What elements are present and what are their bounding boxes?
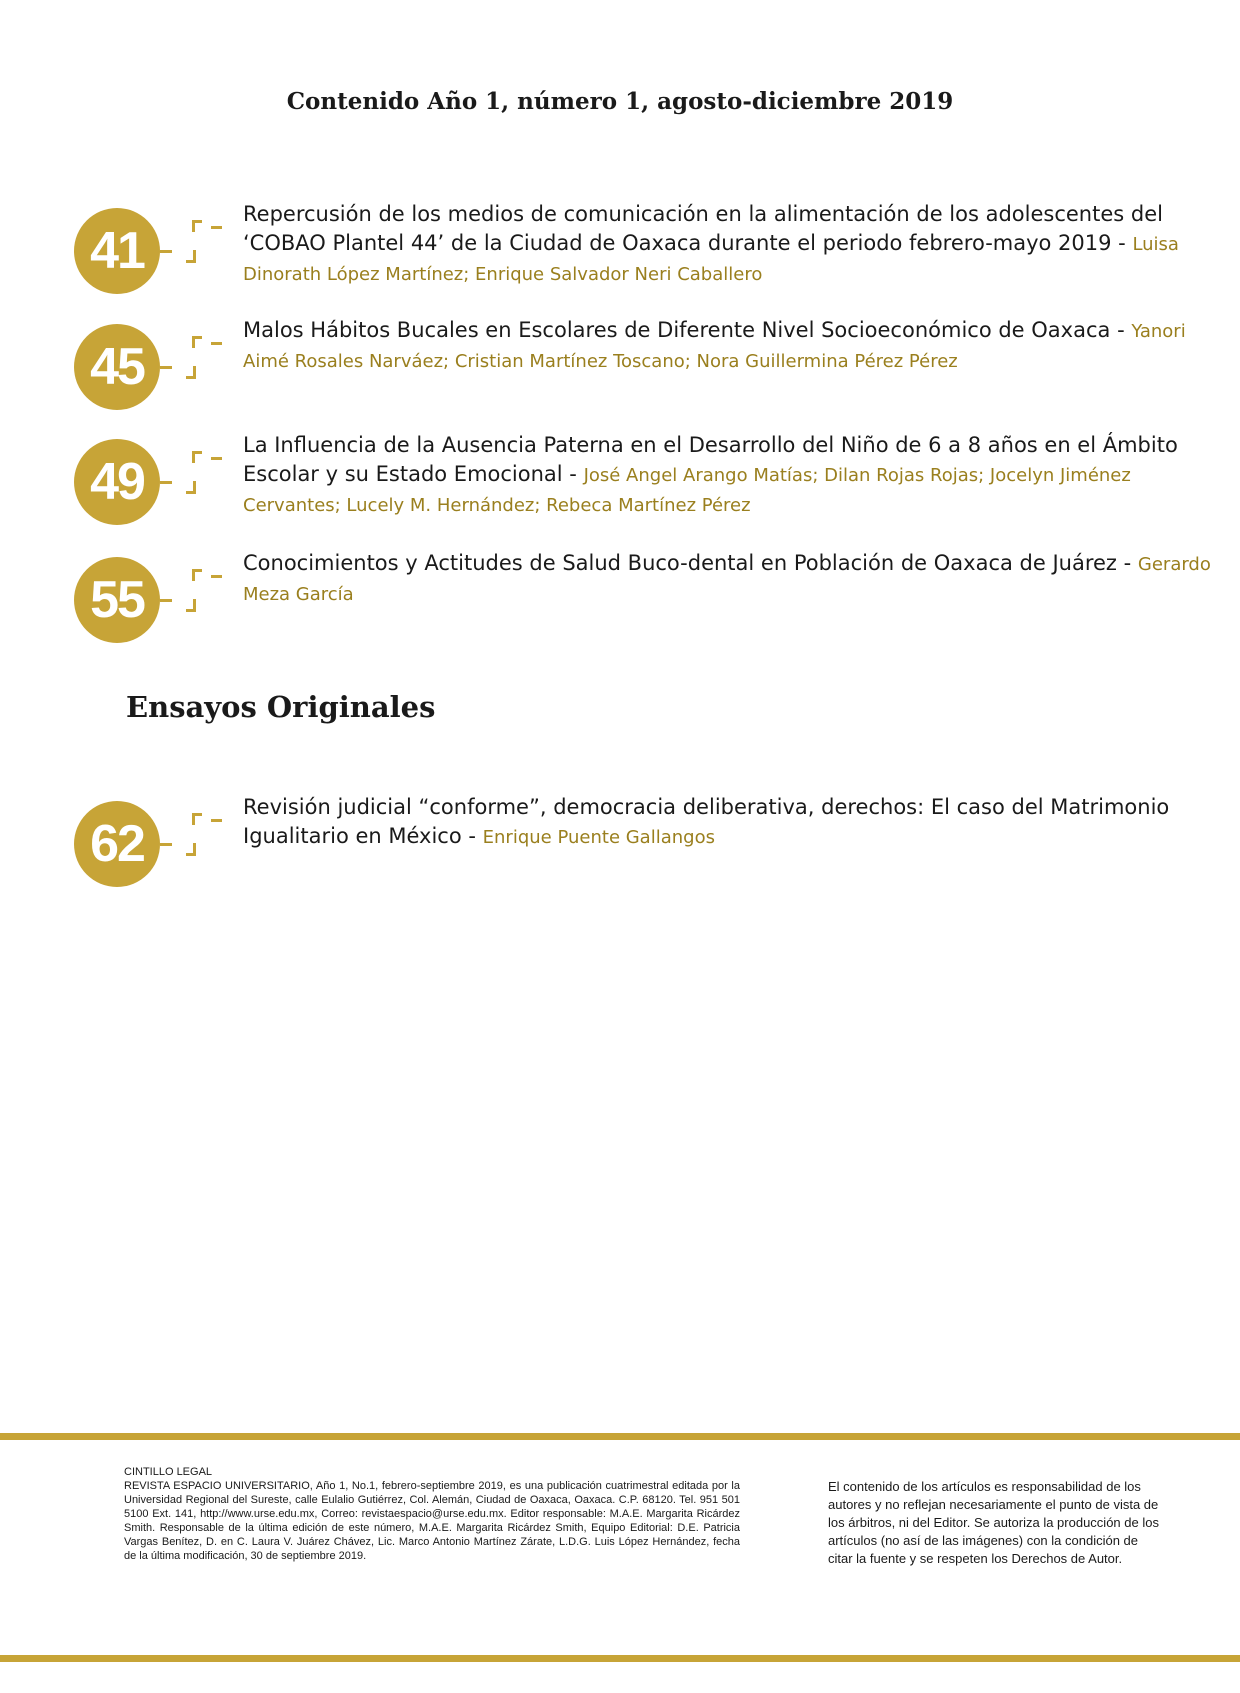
- section-heading: Ensayos Originales: [126, 690, 436, 724]
- connector-dash: [160, 366, 172, 369]
- legal-notice: [124, 1465, 740, 1563]
- separator: -: [1111, 231, 1133, 255]
- article-title: Malos Hábitos Bucales en Escolares de Diferente Nivel Socioeconómico de Oaxaca: [243, 318, 1111, 342]
- footer-top-rule: [0, 1433, 1240, 1440]
- page-number-badge: 49: [74, 439, 160, 525]
- connector-dash: [160, 250, 172, 253]
- page-number-badge: 55: [74, 557, 160, 643]
- article-title: Revisión judicial “conforme”, democracia deliberativa, derechos: El caso del Matrimonio Igualitario en México: [243, 795, 1170, 848]
- separator: -: [1110, 318, 1132, 342]
- separator: -: [562, 462, 584, 486]
- article-authors: Gerardo Meza García: [243, 554, 1211, 605]
- page-number-badge: 41: [74, 208, 160, 294]
- article-authors: Yanori Aimé Rosales Narváez; Cristian Martínez Toscano; Nora Guillermina Pérez Pérez: [243, 321, 1186, 372]
- entry-text: [243, 200, 1228, 289]
- disclaimer: El contenido de los artículos es responsabilidad de los autores y no reflejan necesariamente el punto de vista de los árbitros, ni del Editor. Se autoriza la producción de los artículos (no así de las imágenes) con la condición de citar la fuente y se respeten los Derechos de Autor.: [828, 1479, 1159, 1566]
- separator: -: [461, 824, 483, 848]
- entry-text: [243, 793, 1228, 852]
- legal-heading: CINTILLO LEGAL: [124, 1466, 213, 1478]
- article-title: La Influencia de la Ausencia Paterna en el Desarrollo del Niño de 6 a 8 años en el Ámbito Escolar y su Estado Emocional: [243, 433, 1178, 486]
- connector-dash: [160, 599, 172, 602]
- page-title: Contenido Año 1, número 1, agosto-diciembre 2019: [286, 88, 954, 115]
- page-number-badge: 45: [74, 324, 160, 410]
- article-title: Repercusión de los medios de comunicación en la alimentación de los adolescentes del ‘COBAO Plantel 44’ de la Ciudad de Oaxaca durante el periodo febrero-mayo 2019: [243, 202, 1163, 255]
- bracket-ornament: [182, 569, 244, 615]
- entry-text: [243, 549, 1228, 609]
- article-authors: José Angel Arango Matías; Dilan Rojas Rojas; Jocelyn Jiménez Cervantes; Lucely M. Hernández; Rebeca Martínez Pérez: [243, 465, 1131, 516]
- article-authors: Enrique Puente Gallangos: [482, 827, 715, 848]
- connector-dash: [160, 843, 172, 846]
- entry-text: [243, 316, 1228, 376]
- page-number-badge: 62: [74, 801, 160, 887]
- legal-body: REVISTA ESPACIO UNIVERSITARIO, Año 1, No.1, febrero-septiembre 2019, es una publicación cuatrimestral editada por la Universidad Regional del Sureste, calle Eulalio Gutiérrez, Col. Alemán, Ciudad de Oaxaca, Oaxaca. C.P. 68120. Tel. 951 501 5100 Ext. 141, http://www.urse.edu.mx, Correo: revistaespacio@urse.edu.mx. Editor responsable: M.A.E. Margarita Ricárdez Smith. Responsable de la última edición de este número, M.A.E. Margarita Ricárdez Smith, Equipo Editorial: D.E. Patricia Vargas Benítez, D. en C. Laura V. Juárez Chávez, Lic. Marco Antonio Martínez Zárate, L.D.G. Luis López Hernández, fecha de la última modificación, 30 de septiembre 2019.: [124, 1480, 740, 1562]
- bracket-ornament: [182, 813, 244, 859]
- entry-text: [243, 431, 1228, 520]
- bracket-ornament: [182, 451, 244, 497]
- bracket-ornament: [182, 336, 244, 382]
- connector-dash: [160, 481, 172, 484]
- separator: -: [1116, 551, 1138, 575]
- bracket-ornament: [182, 220, 244, 266]
- article-authors: Luisa Dinorath López Martínez; Enrique Salvador Neri Caballero: [243, 234, 1179, 285]
- footer-bottom-rule: [0, 1655, 1240, 1662]
- article-title: Conocimientos y Actitudes de Salud Buco-dental en Población de Oaxaca de Juárez: [243, 551, 1117, 575]
